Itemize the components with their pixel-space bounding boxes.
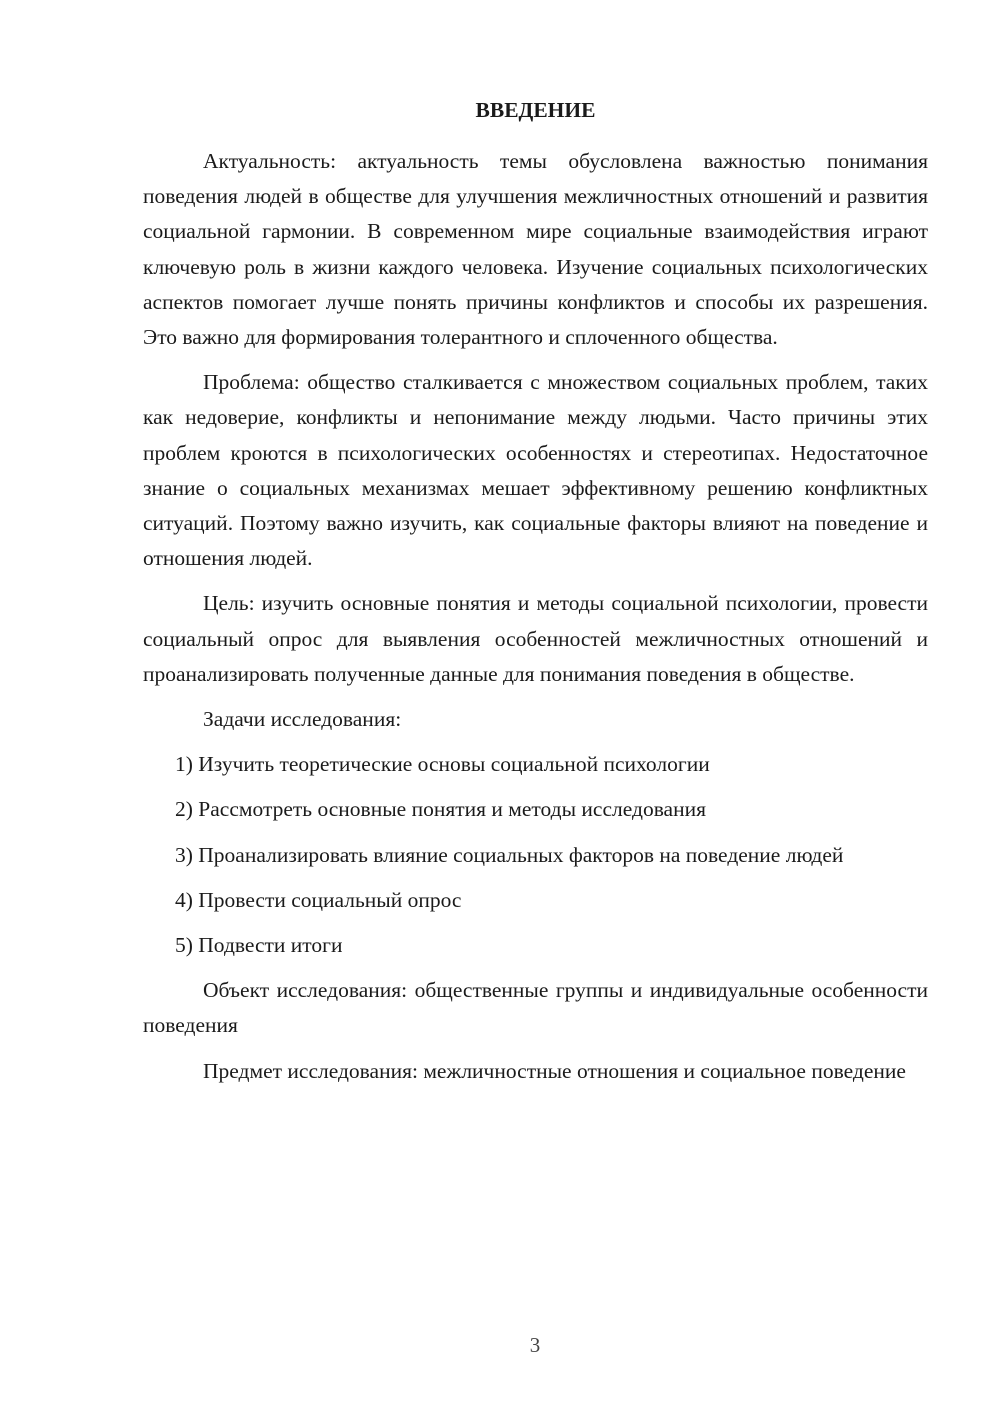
task-item-5: 5) Подвести итоги (175, 933, 343, 958)
paragraph-relevance: Актуальность: актуальность темы обусловлена важностью понимания поведения людей в обществе для улучшения межличностных отношений и развития социальной гармонии. В современном мире социальные взаимодействия играют ключевую роль в жизни каждого человека. Изучение социальных психологических аспектов помогает лучше понять причины конфликтов и способы их разрешения. Это важно для формирования толерантного и сплоченного общества. (143, 149, 928, 350)
paragraph-goal: Цель: изучить основные понятия и методы социальной психологии, провести социальный опрос для выявления особенностей межличностных отношений и проанализировать полученные данные для понимания поведения в обществе. (143, 591, 928, 686)
paragraph-problem: Проблема: общество сталкивается с множеством социальных проблем, таких как недоверие, конфликты и непонимание между людьми. Часто причины этих проблем кроются в психологических особенностях и стереотипах. Недостаточное знание о социальных механизмах мешает эффективному решению конфликтных ситуаций. Поэтому важно изучить, как социальные факторы влияют на поведение и отношения людей. (143, 370, 928, 571)
document-page (143, 92, 928, 1099)
section-title: ВВЕДЕНИЕ (475, 98, 596, 122)
tasks-heading: Задачи исследования: (203, 707, 402, 732)
paragraph-object: Объект исследования: общественные группы и индивидуальные особенности поведения (143, 978, 928, 1038)
task-item-1: 1) Изучить теоретические основы социальной психологии (175, 752, 710, 777)
task-item-4: 4) Провести социальный опрос (175, 887, 462, 912)
paragraph-subject: Предмет исследования: межличностные отношения и социальное поведение (203, 1058, 906, 1083)
page-number: 3 (529, 1333, 541, 1357)
task-item-2: 2) Рассмотреть основные понятия и методы исследования (175, 797, 707, 822)
task-item-3: 3) Проанализировать влияние социальных факторов на поведение людей (175, 842, 844, 867)
